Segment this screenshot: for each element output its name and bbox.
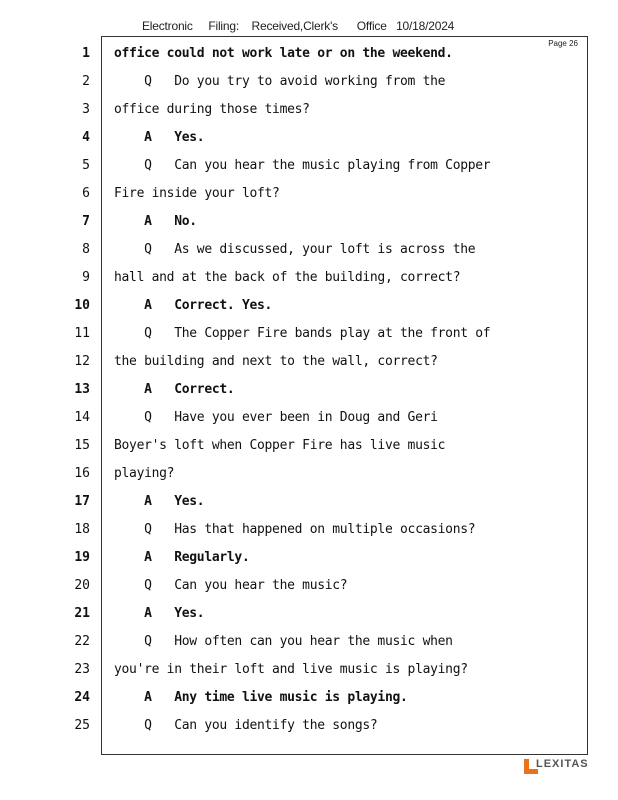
transcript-line-text: A Any time live music is playing. (114, 690, 408, 705)
line-number: 6 (82, 186, 90, 201)
transcript-line-text: Fire inside your loft? (114, 186, 280, 201)
line-number: 9 (82, 270, 90, 285)
transcript-line-text: Q Have you ever been in Doug and Geri (114, 410, 438, 425)
line-number: 3 (82, 102, 90, 117)
transcript-line-text: A Correct. Yes. (114, 298, 273, 313)
line-number: 18 (74, 522, 90, 537)
line-number: 13 (74, 382, 90, 397)
transcript-line-text: A Yes. (114, 130, 205, 145)
line-number: 22 (74, 634, 90, 649)
line-number: 21 (74, 606, 90, 621)
transcript-line-text: A Correct. (114, 382, 235, 397)
transcript-line-text: Q Has that happened on multiple occasions? (114, 522, 476, 537)
line-number: 16 (74, 466, 90, 481)
line-number: 5 (82, 158, 90, 173)
transcript-line-text: the building and next to the wall, correct? (114, 354, 438, 369)
transcript-line-text: Q How often can you hear the music when (114, 634, 453, 649)
transcript-line-text: A Regularly. (114, 550, 250, 565)
transcript-line-text: office during those times? (114, 102, 310, 117)
line-number: 20 (74, 578, 90, 593)
transcript-line-text: Q Can you hear the music? (114, 578, 348, 593)
line-number: 19 (74, 550, 90, 565)
transcript-line-text: A No. (114, 214, 197, 229)
line-number: 1 (82, 46, 90, 61)
filing-stamp-header: Electronic Filing: Received,Clerk's Office 10/18/2024 (142, 19, 455, 33)
line-number: 10 (74, 298, 90, 313)
transcript-line-text: Boyer's loft when Copper Fire has live music (114, 438, 446, 453)
line-number: 4 (82, 130, 90, 145)
transcript-line-text: playing? (114, 466, 175, 481)
lexitas-logo-text: LEXITAS (536, 758, 589, 770)
line-number: 7 (82, 214, 90, 229)
line-number: 24 (74, 690, 90, 705)
line-number: 12 (74, 354, 90, 369)
line-number: 17 (74, 494, 90, 509)
transcript-line-text: Q Do you try to avoid working from the (114, 74, 446, 89)
page-number-label: Page 26 (548, 39, 578, 48)
transcript-line-text: Q Can you identify the songs? (114, 718, 378, 733)
lexitas-logo (524, 757, 594, 775)
line-number: 25 (74, 718, 90, 733)
line-number: 8 (82, 242, 90, 257)
transcript-line-text: office could not work late or on the weekend. (114, 46, 453, 61)
transcript-line-text: A Yes. (114, 606, 205, 621)
transcript-line-text: Q The Copper Fire bands play at the front of (114, 326, 491, 341)
line-number: 11 (74, 326, 90, 341)
line-number: 14 (74, 410, 90, 425)
line-number: 23 (74, 662, 90, 677)
line-number: 15 (74, 438, 90, 453)
transcript-line-text: you're in their loft and live music is playing? (114, 662, 468, 677)
transcript-line-text: Q Can you hear the music playing from Copper (114, 158, 491, 173)
transcript-line-text: hall and at the back of the building, correct? (114, 270, 461, 285)
line-number: 2 (82, 74, 90, 89)
transcript-line-text: A Yes. (114, 494, 205, 509)
transcript-line-text: Q As we discussed, your loft is across the (114, 242, 476, 257)
